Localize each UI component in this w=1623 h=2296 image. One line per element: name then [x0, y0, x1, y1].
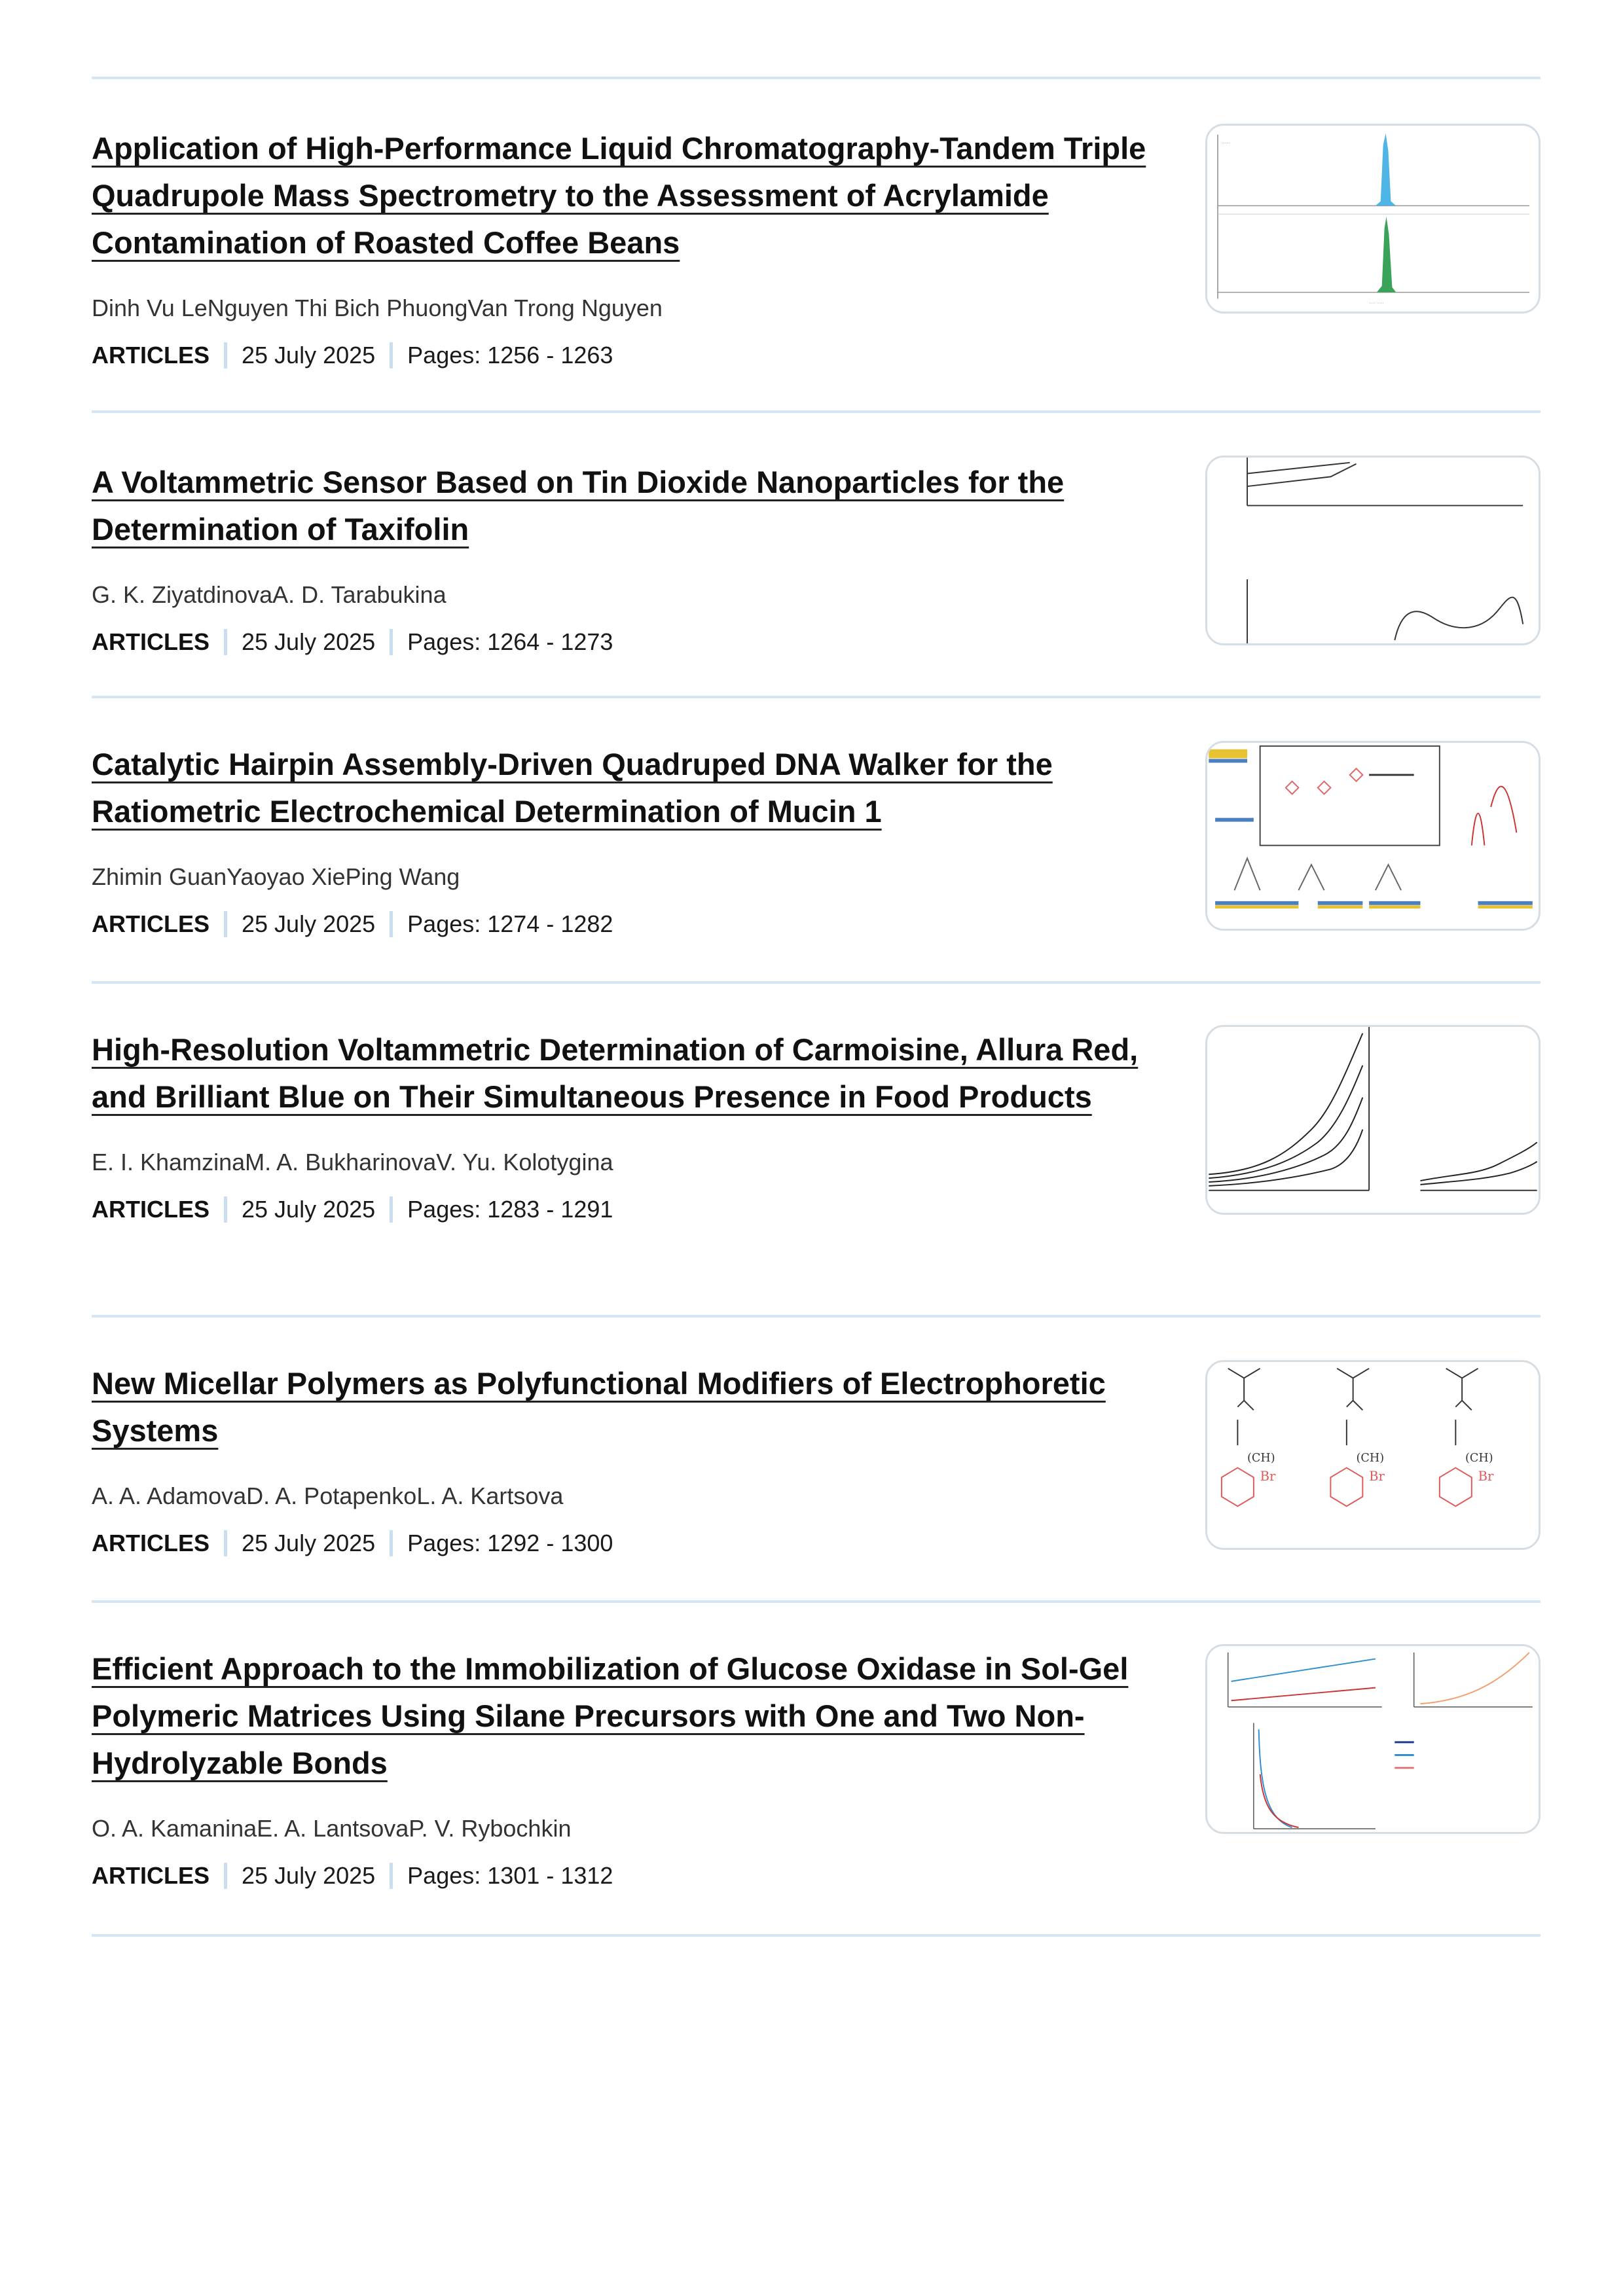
separator: [224, 1863, 227, 1889]
article-authors: Dinh Vu LeNguyen Thi Bich PhuongVan Trong Nguyen: [92, 295, 663, 321]
svg-text:Br: Br: [1369, 1469, 1385, 1484]
article-item: [92, 698, 1541, 981]
article-title-link[interactable]: High-Resolution Voltammetric Determination of Carmoisine, Allura Red, and Brilliant Blue on Their Simultaneous Presence in Food Products: [92, 1032, 1139, 1114]
separator: [390, 1863, 393, 1889]
article-meta: [92, 1528, 1165, 1559]
article-type: ARTICLES: [92, 1862, 210, 1889]
article-title: [92, 1645, 1165, 1787]
separator: [224, 1196, 227, 1223]
article-item: [92, 1318, 1541, 1600]
article-authors: E. I. KhamzinaM. A. BukharinovaV. Yu. Kolotygina: [92, 1149, 613, 1175]
article-type: ARTICLES: [92, 342, 210, 368]
article-authors: A. A. AdamovaD. A. PotapenkoL. A. Kartsova: [92, 1482, 564, 1509]
article-item: [92, 984, 1541, 1315]
separator: [390, 629, 393, 655]
article-authors: O. A. KamaninaE. A. LantsovaP. V. Rybochkin: [92, 1815, 572, 1842]
article-meta: [92, 1194, 1165, 1225]
article-pages: Pages: 1274 - 1282: [407, 910, 613, 937]
article-title: [92, 741, 1165, 835]
scheme-thumbnail[interactable]: [1205, 741, 1541, 931]
voltammetry-curves-thumbnail[interactable]: [1205, 1025, 1541, 1215]
article-date: 25 July 2025: [242, 1196, 376, 1223]
separator: [224, 342, 227, 368]
article-title: [92, 1360, 1165, 1454]
article-list: [92, 77, 1541, 1937]
article-meta: [92, 340, 1165, 371]
separator: [224, 629, 227, 655]
article-date: 25 July 2025: [242, 342, 376, 368]
article-type: ARTICLES: [92, 1530, 210, 1556]
article-title-link[interactable]: Application of High-Performance Liquid Chromatography-Tandem Triple Quadrupole Mass Spectrometry to the Assessment of Acrylamide Contamination of Roasted Coffee Beans: [92, 131, 1146, 260]
article-date: 25 July 2025: [242, 628, 376, 655]
article-type: ARTICLES: [92, 910, 210, 937]
voltammogram-thumbnail[interactable]: [1205, 456, 1541, 645]
adsorption-plots-thumbnail[interactable]: [1205, 1644, 1541, 1834]
article-item: [92, 79, 1541, 410]
article-title: [92, 1026, 1165, 1121]
svg-text:···· ····: ···· ····: [1369, 300, 1384, 307]
separator: [390, 1530, 393, 1556]
article-title-link[interactable]: Catalytic Hairpin Assembly-Driven Quadruped DNA Walker for the Ratiometric Electrochemical Determination of Mucin 1: [92, 747, 1053, 829]
svg-text:(CH): (CH): [1465, 1451, 1493, 1465]
article-pages: Pages: 1292 - 1300: [407, 1530, 613, 1556]
svg-text:Br: Br: [1478, 1469, 1494, 1484]
article-pages: Pages: 1301 - 1312: [407, 1862, 613, 1889]
article-meta: [92, 908, 1165, 940]
article-type: ARTICLES: [92, 1196, 210, 1223]
article-title-link[interactable]: A Voltammetric Sensor Based on Tin Dioxide Nanoparticles for the Determination of Taxifolin: [92, 465, 1065, 547]
svg-text:·····: ·····: [1221, 140, 1230, 147]
article-pages: Pages: 1283 - 1291: [407, 1196, 613, 1223]
article-title: [92, 125, 1165, 266]
article-meta: [92, 626, 1165, 658]
article-pages: Pages: 1256 - 1263: [407, 342, 613, 368]
article-title: [92, 459, 1165, 553]
svg-text:Br: Br: [1260, 1469, 1276, 1484]
article-item: [92, 413, 1541, 696]
article-authors: Zhimin GuanYaoyao XiePing Wang: [92, 863, 460, 890]
chromatogram-thumbnail[interactable]: [1205, 124, 1541, 314]
separator: [390, 342, 393, 368]
separator: [224, 911, 227, 937]
svg-text:(CH): (CH): [1356, 1451, 1385, 1465]
article-authors: G. K. ZiyatdinovaA. D. Tarabukina: [92, 581, 447, 608]
article-date: 25 July 2025: [242, 910, 376, 937]
divider: [92, 1934, 1541, 1937]
article-title-link[interactable]: New Micellar Polymers as Polyfunctional Modifiers of Electrophoretic Systems: [92, 1366, 1106, 1448]
article-title-link[interactable]: Efficient Approach to the Immobilization of Glucose Oxidase in Sol-Gel Polymeric Matrices Using Silane Precursors with One and Two Non-Hydrolyzable Bonds: [92, 1651, 1129, 1780]
separator: [390, 1196, 393, 1223]
separator: [224, 1530, 227, 1556]
article-item: [92, 1603, 1541, 1934]
article-date: 25 July 2025: [242, 1862, 376, 1889]
article-type: ARTICLES: [92, 628, 210, 655]
svg-text:(CH): (CH): [1247, 1451, 1275, 1465]
article-pages: Pages: 1264 - 1273: [407, 628, 613, 655]
separator: [390, 911, 393, 937]
article-meta: [92, 1860, 1165, 1892]
polymer-structures-thumbnail[interactable]: [1205, 1360, 1541, 1550]
article-date: 25 July 2025: [242, 1530, 376, 1556]
